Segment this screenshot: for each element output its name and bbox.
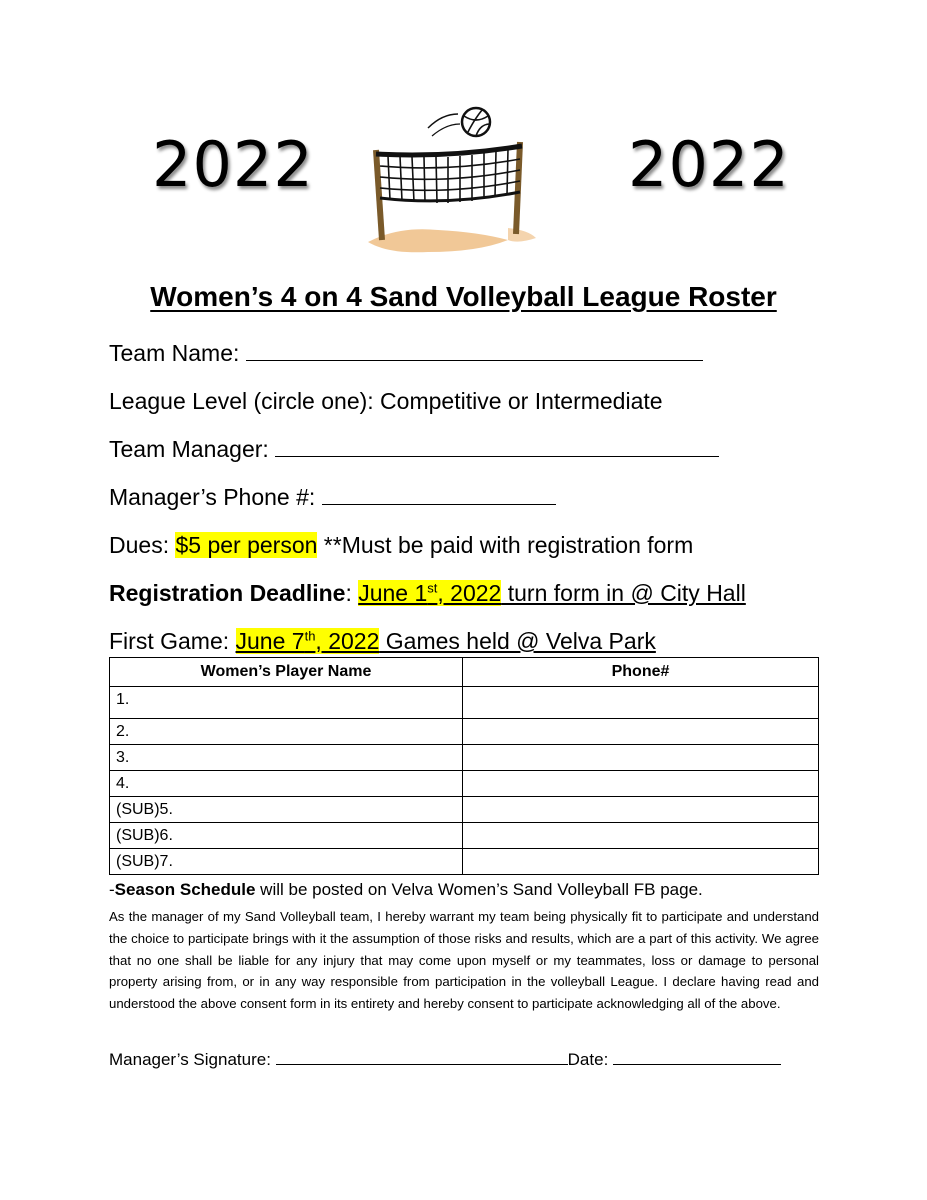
table-row <box>110 719 819 745</box>
season-schedule-note: -Season Schedule will be posted on Velva Women’s Sand Volleyball FB page. <box>109 880 703 899</box>
player-name-cell[interactable]: (SUB)5. <box>110 797 463 823</box>
dues-label: Dues: <box>109 532 170 558</box>
page-title: Women’s 4 on 4 Sand Volleyball League Roster <box>150 281 777 312</box>
table-row <box>110 823 819 849</box>
table-row <box>110 687 819 719</box>
table-row <box>110 797 819 823</box>
phone-cell[interactable] <box>463 849 819 875</box>
manager-phone-label: Manager’s Phone #: <box>109 484 316 510</box>
roster-table <box>109 657 819 875</box>
first-game-label: First Game: <box>109 628 236 654</box>
dues-note: **Must be paid with registration form <box>317 532 694 558</box>
manager-phone-row <box>109 484 556 511</box>
phone-cell[interactable] <box>463 687 819 719</box>
phone-header: Phone# <box>463 658 819 687</box>
phone-cell[interactable] <box>463 797 819 823</box>
roster-header-row <box>110 658 819 687</box>
volleyball-net-logo-image <box>358 102 540 270</box>
table-row <box>110 849 819 875</box>
player-name-cell[interactable]: (SUB)6. <box>110 823 463 849</box>
first-game-row <box>109 628 656 655</box>
player-name-cell[interactable]: 2. <box>110 719 463 745</box>
team-manager-label: Team Manager: <box>109 436 269 462</box>
year-left: 2022 <box>152 128 314 201</box>
table-row <box>110 771 819 797</box>
signature-row <box>109 1050 781 1070</box>
phone-cell[interactable] <box>463 745 819 771</box>
dues-value: $5 per person <box>175 532 318 558</box>
player-name-cell[interactable]: (SUB)7. <box>110 849 463 875</box>
year-right: 2022 <box>628 128 790 201</box>
first-game-note: Games held @ Velva Park <box>379 628 656 654</box>
player-name-cell[interactable]: 4. <box>110 771 463 797</box>
player-name-cell[interactable]: 1. <box>110 687 463 719</box>
phone-cell[interactable] <box>463 771 819 797</box>
team-name-label: Team Name: <box>109 340 240 366</box>
team-manager-field[interactable] <box>275 438 719 457</box>
signature-label: Manager’s Signature: <box>109 1050 271 1069</box>
phone-cell[interactable] <box>463 823 819 849</box>
consent-paragraph: As the manager of my Sand Volleyball team, I hereby warrant my team being physically fit to participate and understand the choice to participate brings with it the assumption of those risks and results, which are a part of this activity. We agree that no one shall be liable for any injury that may come upon myself or my teammates, loss or damage to personal property arising from, or in any way responsible from participation in the volleyball League. I declare having read and understood the above consent form in its entirety and hereby consent to participate acknowledging all of the above. <box>109 909 819 1012</box>
table-row <box>110 745 819 771</box>
league-level-row: League Level (circle one): Competitive or Intermediate <box>109 388 663 414</box>
dues-row <box>109 532 693 559</box>
team-name-row <box>109 340 703 367</box>
team-manager-row <box>109 436 719 463</box>
first-game-date: June 7th, 2022 <box>235 628 380 654</box>
manager-phone-field[interactable] <box>322 486 556 505</box>
player-name-cell[interactable]: 3. <box>110 745 463 771</box>
player-name-header: Women’s Player Name <box>110 658 463 687</box>
signature-field[interactable] <box>276 1050 568 1065</box>
deadline-note: turn form in @ City Hall <box>501 580 746 606</box>
phone-cell[interactable] <box>463 719 819 745</box>
deadline-row <box>109 580 746 607</box>
date-field[interactable] <box>613 1050 781 1065</box>
deadline-date: June 1st, 2022 <box>358 580 502 606</box>
date-label: Date: <box>567 1050 609 1069</box>
deadline-colon: : <box>345 580 359 606</box>
team-name-field[interactable] <box>246 342 703 361</box>
deadline-label: Registration Deadline <box>109 580 346 606</box>
